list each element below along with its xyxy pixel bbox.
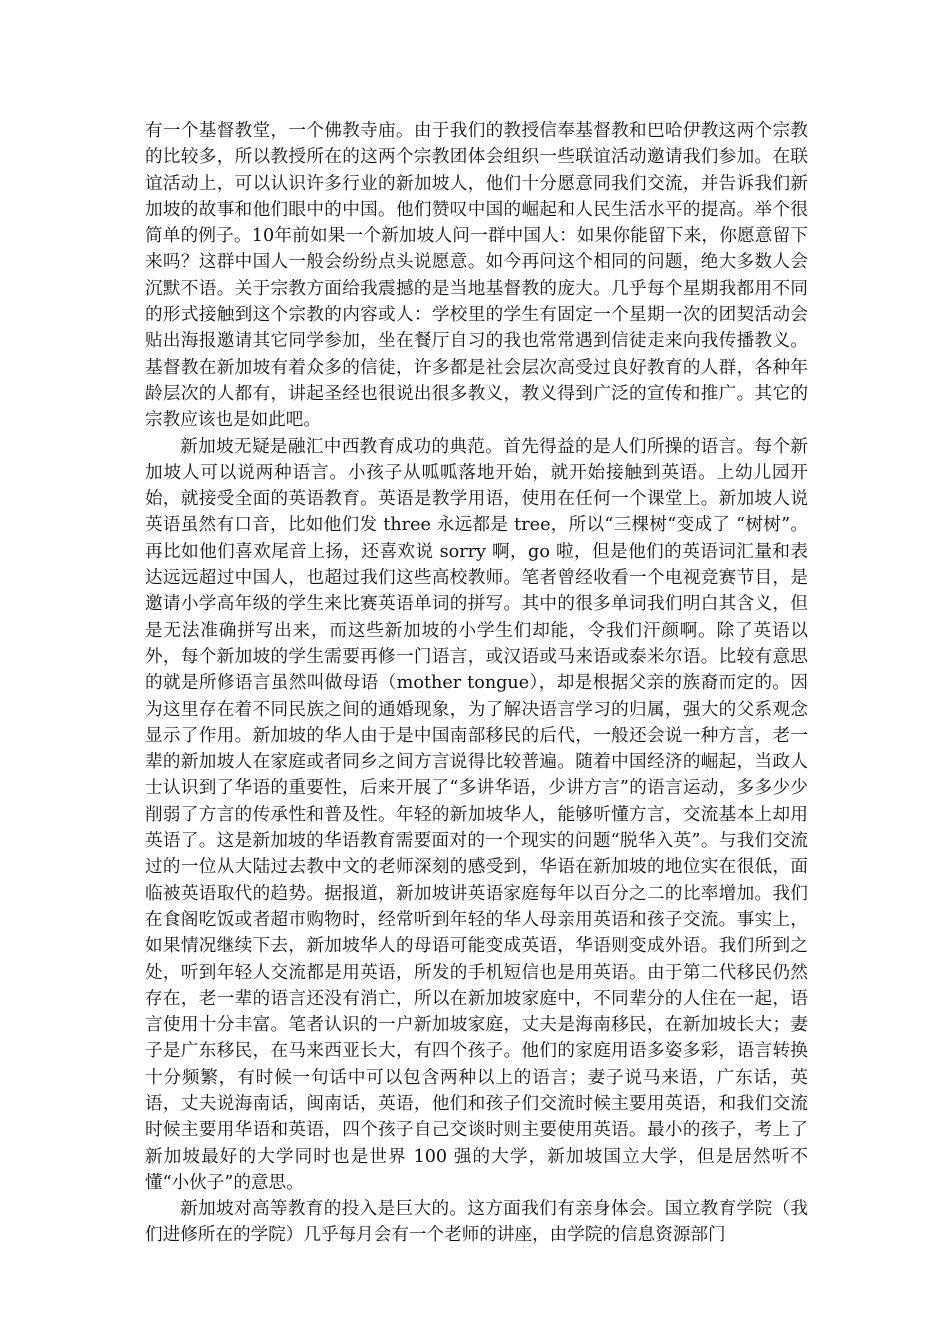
- paragraph-language-education: 新加坡无疑是融汇中西教育成功的典范。首先得益的是人们所操的语言。每个新加坡人可以说两种语言。小孩子从呱呱落地开始，就开始接触到英语。上幼儿园开始，就接受全面的英语教育。英语是教学用语，使用在任何一个课堂上。新加坡人说英语虽然有口音，比如他们发 three 永远都是 tree，所以“三棵树“变成了 “树树”。再比如他们喜欢尾音上扬，还喜欢说 sorry 啊，go 啦，但是他们的英语词汇量和表达远远超过中国人，也超过我们这些高校教师。笔者曾经收看一个电视竞赛节目，是邀请小学高年级的学生来比赛英语单词的拼写。其中的很多单词我们明白其含义，但是无法准确拼写出来，而这些新加坡的小学生们却能，令我们汗颜啊。除了英语以外，每个新加坡的学生需要再修一门语言，或汉语或马来语或泰米尔语。比较有意思的就是所修语言虽然叫做母语（mother tongue），却是根据父亲的族裔而定的。因为这里存在着不同民族之间的通婚现象，为了解决语言学习的归属，强大的父系观念显示了作用。新加坡的华人由于是中国南部移民的后代，一般还会说一种方言，老一辈的新加坡人在家庭或者同乡之间方言说得比较普遍。随着中国经济的崛起，当政人士认识到了华语的重要性，后来开展了“多讲华语，少讲方言”的语言运动，多多少少削弱了方言的传承性和普及性。年轻的新加坡华人，能够听懂方言，交流基本上却用英语了。这是新加坡的华语教育需要面对的一个现实的问题“脱华入英”。与我们交流过的一位从大陆过去教中文的老师深刻的感受到，华语在新加坡的地位实在很低，面临被英语取代的趋势。据报道，新加坡讲英语家庭每年以百分之二的比率增加。我们在食阁吃饭或者超市购物时，经常听到年轻的华人母亲用英语和孩子交流。事实上，如果情况继续下去，新加坡华人的母语可能变成英语，华语则变成外语。我们所到之处，听到年轻人交流都是用英语，所发的手机短信也是用英语。由于第二代移民仍然存在，老一辈的语言还没有消亡，所以在新加坡家庭中，不同辈分的人住在一起，语言使用十分丰富。笔者认识的一户新加坡家庭，丈夫是海南移民，在新加坡长大；妻子是广东移民，在马来西亚长大，有四个孩子。他们的家庭用语多姿多彩，语言转换十分频繁，有时候一句话中可以包含两种以上的语言；妻子说马来语，广东话，英语，丈夫说海南话，闽南话，英语，他们和孩子们交流时候主要用英语，和我们交流时候主要用华语和英语，四个孩子自己交谈时则主要使用英语。最小的孩子，考上了新加坡最好的大学同时也是世界 100 强的大学，新加坡国立大学，但是居然听不懂“小伙子”的意思。: [145, 436, 808, 1193]
- paragraph-religion: 有一个基督教堂，一个佛教寺庙。由于我们的教授信奉基督教和巴哈伊教这两个宗教的比较多，所以教授所在的这两个宗教团体会组织一些联谊活动邀请我们参加。在联谊活动上，可以认识许多行业的新加坡人，他们十分愿意同我们交流，并告诉我们新加坡的故事和他们眼中的中国。他们赞叹中国的崛起和人民生活水平的提高。举个很简单的例子。10年前如果一个新加坡人问一群中国人：如果你能留下来，你愿意留下来吗？这群中国人一般会纷纷点头说愿意。如今再问这个相同的问题，绝大多数人会沉默不语。关于宗教方面给我震撼的是当地基督教的庞大。几乎每个星期我都用不同的形式接触到这个宗教的内容或人：学校里的学生有固定一个星期一次的团契活动会贴出海报邀请其它同学参加，坐在餐厅自习的我也常常遇到信徒走来向我传播教义。基督教在新加坡有着众多的信徒，许多都是社会层次高受过良好教育的人群，各种年龄层次的人都有，讲起圣经也很说出很多教义，教义得到广泛的宣传和推广。其它的宗教应该也是如此吧。: [145, 121, 808, 431]
- document-body: [145, 118, 808, 1249]
- paragraph-higher-education: 新加坡对高等教育的投入是巨大的。这方面我们有亲身体会。国立教育学院（我们进修所在的学院）几乎每月会有一个老师的讲座，由学院的信息资源部门: [145, 1199, 808, 1246]
